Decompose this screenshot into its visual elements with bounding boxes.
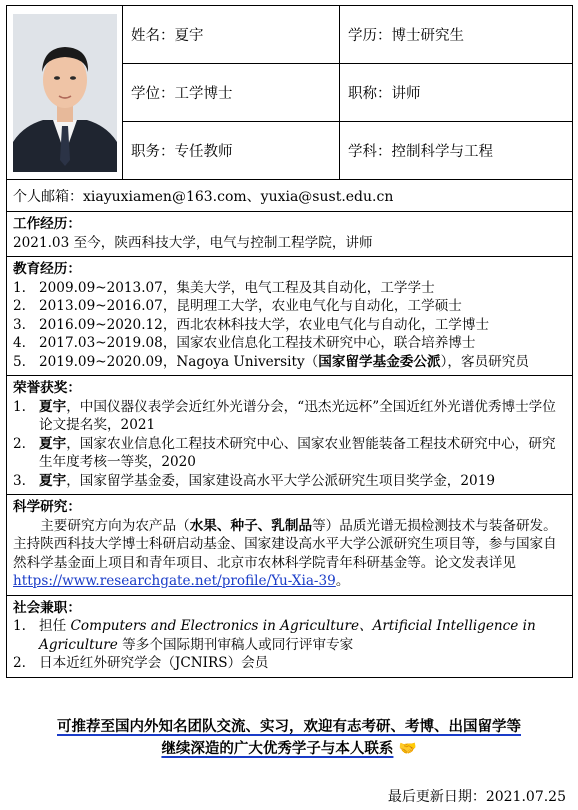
list-item: 2. 2013.09~2016.07，昆明理工大学，农业电气化与自动化，工学硕士: [13, 298, 462, 314]
honors-list: [13, 398, 566, 491]
position-cell: [123, 122, 340, 180]
researchgate-link[interactable]: https://www.researchgate.net/profile/Yu-Xia-39: [13, 573, 336, 589]
research-paragraph: 主要研究方向为农产品（水果、种子、乳制品等）品质光谱无损检测技术与装备研发。主持陕西科技大学博士科研启动基金、国家建设高水平大学公派研究生项目等，参与国家自然科学基金面上项目和青年项目、北京市农林科学院青年科研基金等。论文发表详见 https://www.researchgate.net/profile/Yu-Xia-39。: [13, 517, 557, 589]
service-section: [7, 595, 573, 677]
name-field: 姓名：夏宇: [131, 28, 204, 44]
work-text: 2021.03 至今，陕西科技大学，电气与控制工程学院，讲师: [13, 234, 373, 251]
academic-degree-field: 学位：工学博士: [131, 86, 233, 102]
service-list: [13, 617, 566, 673]
list-item: 4. 2017.03~2019.08，国家农业信息化工程技术研究中心，联合培养博士: [13, 335, 476, 351]
discipline-cell: [340, 122, 573, 180]
name-cell: [123, 6, 340, 64]
research-heading: 科学研究：: [13, 499, 81, 515]
list-item: 2. 夏宇，国家农业信息化工程技术研究中心、国家农业智能装备工程技术研究中心，研究生年度考核一等奖，2020: [13, 435, 556, 470]
list-item: 3. 2016.09~2020.12，西北农林科技大学，农业电气化与自动化，工学博士: [13, 316, 490, 333]
education-list: [13, 279, 566, 372]
work-section: [7, 212, 573, 257]
degree-field: 学历：博士研究生: [348, 28, 464, 44]
education-section: [7, 257, 573, 376]
list-item: 1. 2009.09~2013.07，集美大学，电气工程及其自动化，工学学士: [13, 279, 435, 296]
handshake-icon: 🤝: [398, 740, 417, 757]
academic-degree-cell: [123, 64, 340, 122]
email-line: 个人邮箱：xiayuxiamen@163.com、yuxia@sust.edu.cn: [13, 188, 394, 205]
email-cell: [7, 180, 573, 212]
recommend-line-2: 继续深造的广大优秀学子与本人联系: [161, 740, 394, 757]
list-item: 5. 2019.09~2020.09，Nagoya University（国家留学基金委公派），客员研究员: [13, 353, 529, 370]
recommend-line-1: 可推荐至国内外知名团队交流、实习，欢迎有志考研、考博、出国留学等: [57, 718, 521, 735]
cv-table: [6, 5, 573, 678]
last-updated: 最后更新日期：2021.07.25: [387, 789, 566, 805]
research-section: [7, 495, 573, 596]
education-heading: 教育经历：: [13, 261, 81, 277]
photo-cell: [7, 6, 123, 180]
degree-cell: [340, 6, 573, 64]
title-cell: [340, 64, 573, 122]
portrait-photo: [13, 14, 117, 172]
csc-label: 国家留学基金委公派: [318, 353, 441, 370]
list-item: 3. 夏宇，国家留学基金委，国家建设高水平大学公派研究生项目奖学金，2019: [13, 472, 495, 489]
list-item: 1. 夏宇，中国仪器仪表学会近红外光谱分会，“迅杰光远杯”全国近红外光谱优秀博士学位论文提名奖，2021: [13, 398, 556, 433]
honors-section: [7, 376, 573, 495]
discipline-field: 学科：控制科学与工程: [348, 144, 493, 160]
recommendation-note: [0, 716, 578, 760]
honors-heading: 荣誉获奖：: [13, 380, 81, 396]
title-field: 职称：讲师: [348, 86, 421, 102]
service-heading: 社会兼职：: [13, 599, 81, 616]
position-field: 职务：专任教师: [131, 144, 233, 160]
list-item: 2. 日本近红外研究学会（JCNIRS）会员: [13, 655, 269, 671]
work-heading: 工作经历：: [13, 216, 81, 232]
list-item: 1. 担任 Computers and Electronics in Agriculture、Artificial Intelligence in Agriculture 等多个国际期刊审稿人或同行评审专家: [13, 618, 536, 653]
